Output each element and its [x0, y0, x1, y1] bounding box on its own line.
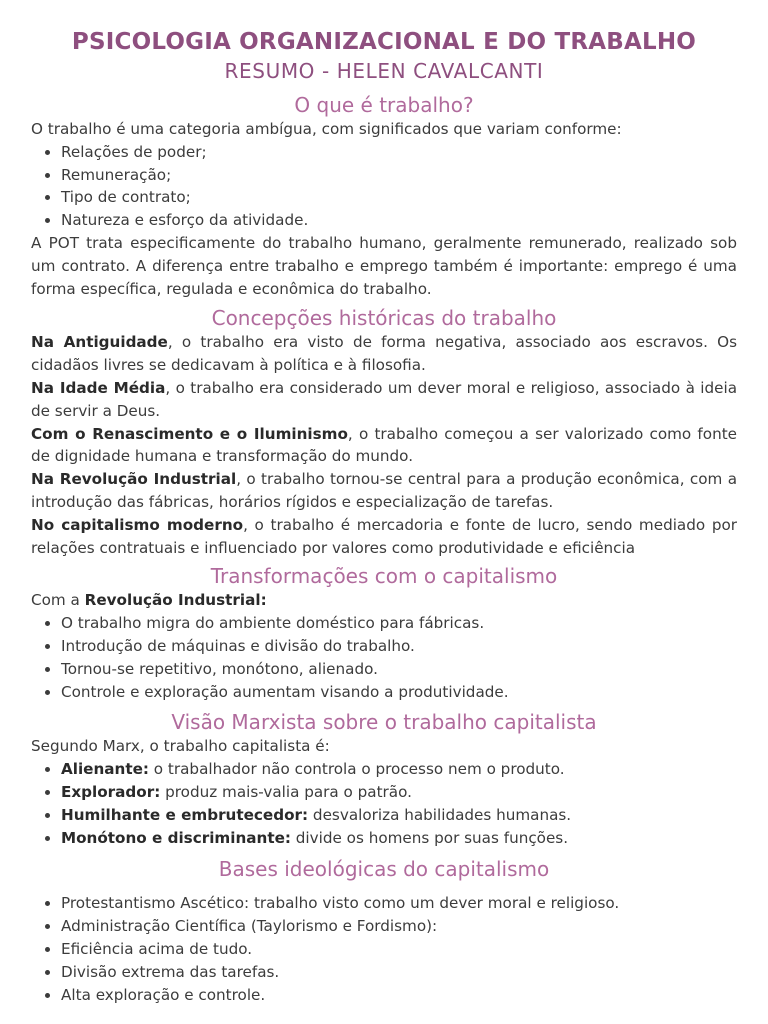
list-item: • Tipo de contrato; [61, 186, 737, 209]
bold-term: No capitalismo moderno [31, 515, 244, 534]
section-heading-ideological-bases: Bases ideológicas do capitalismo [218, 857, 550, 882]
list-item: • Controle e exploração aumentam visando a produtividade. [61, 681, 737, 704]
intro-prefix: Com a [31, 591, 85, 610]
history-paragraph-modern-capitalism [31, 514, 737, 560]
bold-term: Na Revolução Industrial [31, 470, 237, 489]
bold-term: Na Idade Média [31, 378, 166, 397]
bold-term: Com o Renascimento e o Iluminismo [31, 424, 348, 443]
list-item: • Protestantismo Ascético: trabalho visto como um dever moral e religioso. [61, 892, 737, 915]
item-text: o trabalhador não controla o processo nem o produto. [148, 760, 565, 779]
bullet-list-marxist-traits [31, 758, 737, 849]
section-paragraph: A POT trata especificamente do trabalho humano, geralmente remunerado, realizado sob um contrato. A diferença entre trabalho e emprego também é importante: emprego é uma forma específica, regulada e econômica do trabalho. [31, 233, 737, 298]
list-item [61, 781, 737, 804]
history-paragraph-antiquity [31, 331, 737, 377]
list-item: • Relações de poder; [61, 141, 737, 164]
document-title: PSICOLOGIA ORGANIZACIONAL E DO TRABALHO [71, 29, 697, 55]
history-paragraph-renaissance [31, 423, 737, 469]
bold-term: Explorador: [61, 782, 161, 801]
paragraph-text: , o trabalho é mercadoria e fonte de lucro, sendo mediado por relações contratuais e influenciado por valores como produtividade e eficiência [31, 515, 737, 557]
section-heading-marxist-view: Visão Marxista sobre o trabalho capitalista [171, 710, 597, 735]
section-intro [31, 589, 737, 612]
history-paragraph-industrial-revolution [31, 468, 737, 514]
document-subtitle: RESUMO - HELEN CAVALCANTI [224, 59, 544, 83]
list-item: • Divisão extrema das tarefas. [61, 961, 737, 984]
list-item: • Alta exploração e controle. [61, 984, 737, 1007]
list-item: • Eficiência acima de tudo. [61, 938, 737, 961]
list-item: • Introdução de máquinas e divisão do trabalho. [61, 635, 737, 658]
list-item: • Natureza e esforço da atividade. [61, 209, 737, 232]
item-text: divide os homens por suas funções. [290, 828, 569, 847]
bold-term: Revolução Industrial: [84, 591, 267, 610]
paragraph-text: , o trabalho era visto de forma negativa, associado aos escravos. Os cidadãos livres se dedicavam à política e à filosofia. [31, 333, 737, 375]
section-heading-historical-conceptions: Concepções históricas do trabalho [211, 306, 557, 331]
list-item: • Tornou-se repetitivo, monótono, alienado. [61, 658, 737, 681]
paragraph-text: , o trabalho era considerado um dever moral e religioso, associado à ideia de servir a Deus. [31, 378, 738, 420]
bullet-list-transformations [31, 612, 737, 703]
section-intro: O trabalho é uma categoria ambígua, com significados que variam conforme: [31, 120, 622, 138]
list-item: • Remuneração; [61, 164, 737, 187]
list-item [61, 758, 737, 781]
section-heading-capitalism-transformations: Transformações com o capitalismo [210, 564, 558, 589]
section-intro: Segundo Marx, o trabalho capitalista é: [31, 737, 330, 756]
item-text: desvaloriza habilidades humanas. [308, 805, 572, 824]
list-item: • O trabalho migra do ambiente doméstico para fábricas. [61, 612, 737, 635]
bold-term: Humilhante e embrutecedor: [61, 805, 309, 824]
list-item [61, 804, 737, 827]
history-paragraph-middle-ages [31, 377, 737, 423]
bold-term: Alienante: [61, 760, 149, 779]
item-text: produz mais-valia para o patrão. [160, 782, 412, 801]
list-item [61, 827, 737, 850]
bullet-list-work-meanings [31, 141, 737, 232]
list-item: • Administração Científica (Taylorismo e Fordismo): [61, 915, 737, 938]
paragraph-text: , o trabalho começou a ser valorizado como fonte de dignidade humana e transformação do mundo. [31, 424, 737, 466]
bold-term: Monótono e discriminante: [61, 828, 291, 847]
bullet-list-ideological-bases [31, 892, 737, 1006]
paragraph-text: , o trabalho tornou-se central para a produção econômica, com a introdução das fábricas, horários rígidos e especialização de tarefas. [31, 470, 737, 511]
section-heading-what-is-work: O que é trabalho? [294, 93, 474, 117]
bold-term: Na Antiguidade [31, 333, 168, 352]
